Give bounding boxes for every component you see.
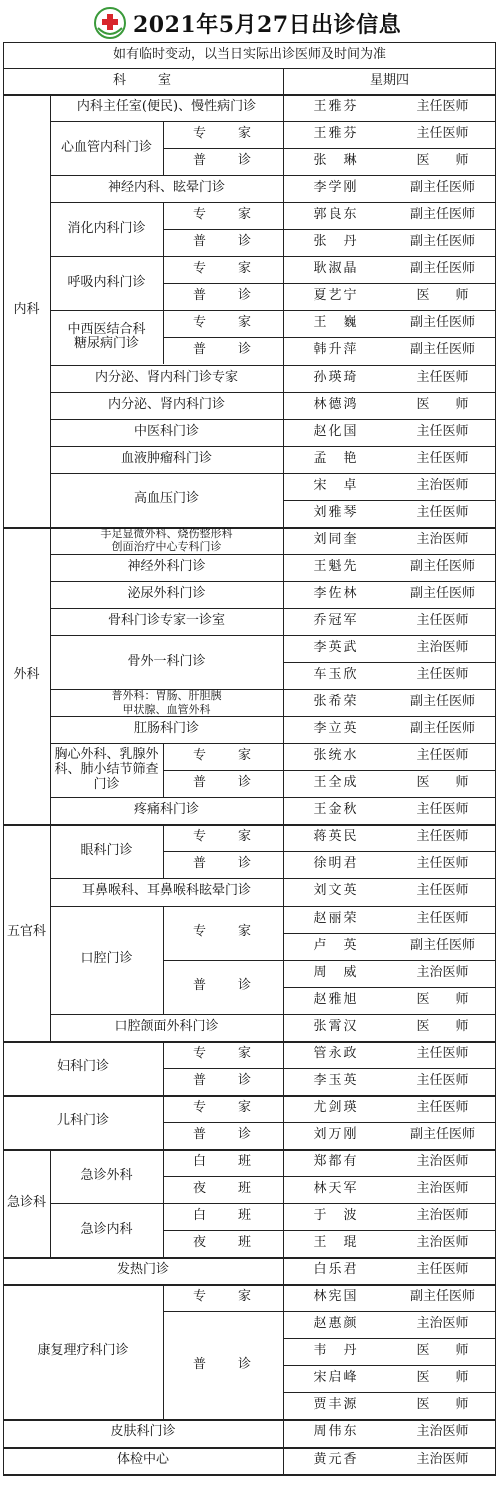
clinic-type-label: 专 家	[192, 207, 253, 223]
clinic-name: 康复理疗科门诊	[37, 1343, 129, 1359]
clinic-type-label: 普 诊	[192, 775, 253, 791]
clinic-type-label: 专 家	[192, 315, 253, 331]
doctor-title: 主治医师	[416, 1181, 469, 1197]
clinic-name: 普外科：胃肠、肝胆胰 甲状腺、血管外科	[111, 689, 222, 716]
doctor-title: 主任医师	[416, 612, 469, 628]
doctor-title: 主治医师	[416, 1316, 469, 1332]
doctor-title: 主任医师	[416, 1072, 469, 1088]
doctor-title: 医 师	[416, 288, 469, 304]
doctor-name: 耿淑晶	[313, 261, 359, 277]
tier-divider	[163, 1149, 164, 1203]
clinic-type-label: 白 班	[192, 1208, 253, 1224]
department-name: 内科	[13, 301, 40, 317]
doctor-title: 副主任医师	[409, 558, 475, 574]
doctor-title: 主任医师	[416, 748, 469, 764]
clinic-type-label: 专 家	[192, 1099, 253, 1115]
doctor-title: 主任医师	[416, 829, 469, 845]
doctor-name: 车玉欣	[313, 667, 359, 683]
doctor-title: 副主任医师	[409, 585, 475, 601]
doctor-title: 主任医师	[416, 1262, 469, 1278]
doctor-name: 李立英	[313, 721, 359, 737]
doctor-name: 李学刚	[313, 180, 359, 196]
tier-divider	[163, 310, 164, 364]
clinic-name: 消化内科门诊	[67, 220, 146, 236]
clinic-type-label: 普 诊	[192, 288, 253, 304]
header-divider	[283, 68, 284, 94]
doctor-title: 副主任医师	[409, 261, 475, 277]
doctor-title: 主任医师	[416, 450, 469, 466]
group-divider	[50, 824, 51, 1040]
doctor-title: 主治医师	[416, 640, 469, 656]
doctor-name: 卢 英	[313, 937, 359, 953]
tier-divider	[163, 1284, 164, 1419]
clinic-name: 高血压门诊	[133, 491, 199, 507]
doctor-title: 副主任医师	[409, 207, 475, 223]
doctor-name: 徐明君	[313, 856, 359, 872]
table-right-border	[495, 42, 496, 1476]
doctor-name: 刘文英	[313, 883, 359, 899]
doctor-name: 张希荣	[313, 694, 359, 710]
doctor-title: 医 师	[416, 1370, 469, 1386]
clinic-name: 呼吸内科门诊	[67, 274, 146, 290]
doctor-title: 主治医师	[416, 1208, 469, 1224]
clinic-type-label: 专 家	[192, 924, 253, 940]
doctor-title: 医 师	[416, 1397, 469, 1413]
doctor-name: 王 巍	[313, 315, 359, 331]
doctor-name: 周 威	[313, 964, 359, 980]
doctor-title: 主任医师	[416, 369, 469, 385]
clinic-name: 内分泌、肾内科门诊	[107, 396, 225, 412]
doctor-title: 主任医师	[416, 126, 469, 142]
clinic-type-label: 专 家	[192, 261, 253, 277]
doctor-name: 林天军	[313, 1181, 359, 1197]
doctor-name: 贾丰源	[313, 1397, 359, 1413]
clinic-type-label: 夜 班	[192, 1181, 253, 1197]
doctor-title: 副主任医师	[409, 694, 475, 710]
doctor-title: 副主任医师	[409, 721, 475, 737]
department-name: 外科	[13, 667, 40, 683]
clinic-type-label: 专 家	[192, 126, 253, 142]
doctor-name: 赵惠颜	[313, 1316, 359, 1332]
doctor-title: 主任医师	[416, 1045, 469, 1061]
clinic-name: 发热门诊	[116, 1262, 169, 1278]
clinic-type-label: 普 诊	[192, 1072, 253, 1088]
clinic-name: 骨科门诊专家一诊室	[107, 612, 225, 628]
clinic-name: 血液肿瘤科门诊	[120, 450, 212, 466]
clinic-type-label: 专 家	[192, 1045, 253, 1061]
doctor-title: 医 师	[416, 775, 469, 791]
doctor-title: 主任医师	[416, 910, 469, 926]
clinic-name: 口腔颌面外科门诊	[114, 1018, 219, 1034]
clinic-type-label: 普 诊	[192, 342, 253, 358]
group-line	[3, 1474, 496, 1476]
clinic-name: 内分泌、肾内科门诊专家	[94, 369, 238, 385]
doctor-title: 副主任医师	[409, 1126, 475, 1142]
doctor-name: 孟 艳	[313, 450, 359, 466]
table-left-border	[3, 42, 4, 1476]
doctor-name: 宋 卓	[313, 477, 359, 493]
doctor-name: 黄元香	[313, 1451, 359, 1467]
doctor-title: 主任医师	[416, 423, 469, 439]
doctor-name: 王雅芬	[313, 99, 359, 115]
doctor-title: 医 师	[416, 153, 469, 169]
doctor-title: 主治医师	[416, 964, 469, 980]
doctor-name: 韩升萍	[313, 342, 359, 358]
clinic-type-label: 普 诊	[192, 1356, 253, 1372]
clinic-name: 泌尿外科门诊	[127, 585, 206, 601]
tier-divider	[163, 743, 164, 797]
doctor-name: 赵化国	[313, 423, 359, 439]
clinic-type-label: 普 诊	[192, 153, 253, 169]
tier-divider	[163, 202, 164, 256]
doctor-name: 赵丽荣	[313, 910, 359, 926]
doctor-title: 主任医师	[416, 504, 469, 520]
group-divider	[50, 94, 51, 527]
doctor-name: 张 丹	[313, 234, 359, 250]
doctor-name: 王 琨	[313, 1235, 359, 1251]
doctor-name: 张霄汉	[313, 1018, 359, 1034]
doctor-title: 主治医师	[416, 477, 469, 493]
tier-divider	[163, 824, 164, 878]
doctor-name: 韦 丹	[313, 1343, 359, 1359]
department-name: 急诊科	[6, 1194, 46, 1210]
doctor-title: 主治医师	[416, 531, 469, 547]
clinic-type-label: 普 诊	[192, 978, 253, 994]
doctor-name: 夏艺宁	[313, 288, 359, 304]
doctor-name: 刘同奎	[313, 531, 359, 547]
doctor-title: 医 师	[416, 1018, 469, 1034]
tier-divider	[163, 256, 164, 310]
doctor-title: 主任医师	[416, 856, 469, 872]
clinic-name: 体检中心	[116, 1451, 169, 1467]
doctor-title: 主治医师	[416, 1451, 469, 1467]
doctor-title: 医 师	[416, 396, 469, 412]
doctor-name: 乔冠军	[313, 612, 359, 628]
clinic-type-label: 专 家	[192, 829, 253, 845]
clinic-name: 胸心外科、乳腺外 科、肺小结节筛查 门诊	[54, 746, 159, 792]
clinic-name: 皮肤科门诊	[110, 1424, 176, 1440]
page-title: 2021年5月27日出诊信息	[133, 12, 402, 38]
doctor-title: 副主任医师	[409, 1289, 475, 1305]
doctor-title: 主任医师	[416, 1099, 469, 1115]
doctor-name: 林宪国	[313, 1289, 359, 1305]
doctor-title: 主治医师	[416, 1424, 469, 1440]
clinic-name: 急诊内科	[80, 1221, 133, 1237]
doctor-title: 副主任医师	[409, 180, 475, 196]
group-divider	[50, 1149, 51, 1257]
doctor-name: 王魁先	[313, 558, 359, 574]
doctor-name: 王金秋	[313, 802, 359, 818]
clinic-type-label: 夜 班	[192, 1235, 253, 1251]
doctor-title: 医 师	[416, 991, 469, 1007]
tier-divider	[163, 906, 164, 1014]
tier-divider	[163, 1203, 164, 1257]
doctor-name: 张 琳	[313, 153, 359, 169]
tier-divider	[163, 121, 164, 175]
clinic-name: 手足显微外科、烧伤整形科 创面治疗中心专科门诊	[100, 527, 233, 554]
clinic-name: 肛肠科门诊	[133, 721, 199, 737]
doctor-name: 于 波	[313, 1208, 359, 1224]
doctor-name: 张统水	[313, 748, 359, 764]
clinic-name: 中医科门诊	[133, 423, 199, 439]
doctor-title: 主任医师	[416, 667, 469, 683]
tier-divider	[163, 1095, 164, 1149]
doctor-title: 副主任医师	[409, 937, 475, 953]
clinic-type-label: 普 诊	[192, 1126, 253, 1142]
doctor-name: 尤剑瑛	[313, 1099, 359, 1115]
doctor-name: 刘万刚	[313, 1126, 359, 1142]
clinic-name: 心血管内科门诊	[60, 139, 152, 155]
tier-divider	[163, 1041, 164, 1095]
clinic-name: 妇科门诊	[56, 1059, 109, 1075]
notice-text: 如有临时变动，以当日实际出诊医师及时间为准	[112, 46, 386, 62]
clinic-type-label: 白 班	[192, 1153, 253, 1169]
clinic-name: 疼痛科门诊	[133, 802, 199, 818]
doctor-title: 副主任医师	[409, 315, 475, 331]
clinic-name: 口腔门诊	[80, 951, 133, 967]
clinic-type-label: 专 家	[192, 1289, 253, 1305]
group-divider	[50, 527, 51, 825]
doctor-title: 主任医师	[416, 883, 469, 899]
department-name: 五官科	[6, 924, 46, 940]
clinic-name: 耳鼻喉科、耳鼻喉科眩晕门诊	[81, 883, 251, 899]
doctor-title: 副主任医师	[409, 234, 475, 250]
clinic-name: 眼科门诊	[80, 842, 133, 858]
doctor-name: 白乐君	[313, 1262, 359, 1278]
clinic-name: 骨外一科门诊	[127, 653, 206, 669]
doctor-name: 李玉英	[313, 1072, 359, 1088]
doctor-name: 宋启峰	[313, 1370, 359, 1386]
clinic-type-label: 普 诊	[192, 856, 253, 872]
doctor-name: 林德鸿	[313, 396, 359, 412]
doctor-name: 李佐林	[313, 585, 359, 601]
doctor-name: 郑都有	[313, 1153, 359, 1169]
clinic-name: 神经内科、眩晕门诊	[107, 180, 225, 196]
doctor-name: 赵雅旭	[313, 991, 359, 1007]
doctor-name: 郭良东	[313, 207, 359, 223]
doctor-title: 主任医师	[416, 99, 469, 115]
doctor-title: 主治医师	[416, 1153, 469, 1169]
doctor-title: 主任医师	[416, 802, 469, 818]
column-header-day: 星期四	[369, 72, 409, 88]
clinic-name: 儿科门诊	[56, 1113, 109, 1129]
clinic-name: 神经外科门诊	[127, 558, 206, 574]
doctor-name: 王雅芬	[313, 126, 359, 142]
doctor-name: 王全成	[313, 775, 359, 791]
doctor-title: 副主任医师	[409, 342, 475, 358]
doctor-name: 刘雅琴	[313, 504, 359, 520]
clinic-type-label: 普 诊	[192, 234, 253, 250]
clinic-name: 急诊外科	[80, 1167, 133, 1183]
doctor-name: 蒋英民	[313, 829, 359, 845]
doctor-name: 孙瑛琦	[313, 369, 359, 385]
doctor-name: 周伟东	[313, 1424, 359, 1440]
doctor-name: 李英武	[313, 640, 359, 656]
clinic-name: 中西医结合科 糖尿病门诊	[67, 321, 146, 352]
doctor-title: 医 师	[416, 1343, 469, 1359]
doctor-title: 主治医师	[416, 1235, 469, 1251]
column-header-dept: 科 室	[112, 72, 173, 88]
clinic-name: 内科主任室(便民)、慢性病门诊	[76, 99, 257, 115]
doctor-divider	[283, 94, 284, 1474]
doctor-name: 管永政	[313, 1045, 359, 1061]
clinic-type-label: 专 家	[192, 748, 253, 764]
